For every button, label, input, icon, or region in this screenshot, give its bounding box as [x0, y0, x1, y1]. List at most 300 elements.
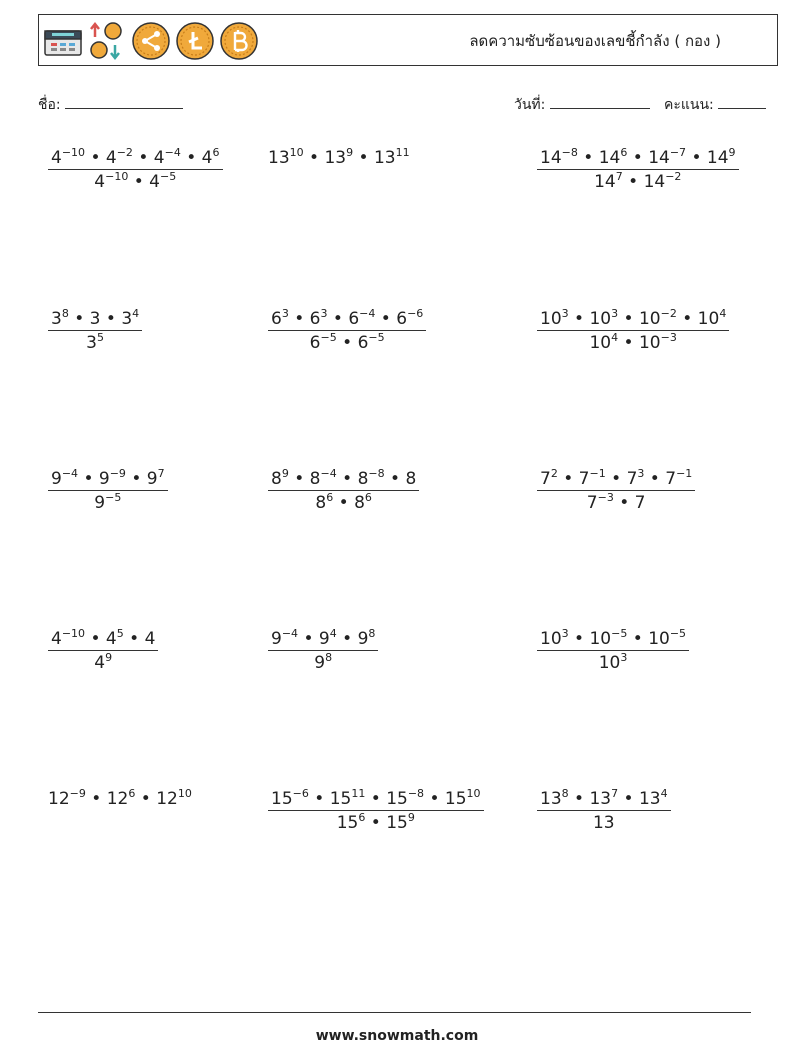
- header-icons: [43, 20, 259, 62]
- multiply-dot: •: [686, 148, 707, 168]
- term-exponent: 7: [615, 170, 623, 183]
- multiply-dot: •: [125, 469, 147, 489]
- fraction: [268, 789, 484, 833]
- multiply-dot: •: [85, 629, 106, 649]
- term-base: 14: [594, 172, 616, 192]
- denominator: [591, 170, 684, 192]
- multiply-dot: •: [568, 789, 590, 809]
- denominator: [91, 170, 179, 192]
- denominator: [596, 651, 631, 673]
- term-exponent: −8: [407, 787, 425, 800]
- term-exponent: 2: [550, 467, 558, 480]
- power-term: [589, 333, 618, 353]
- term-exponent: 8: [368, 627, 376, 640]
- term-base: 9: [318, 629, 330, 649]
- multiply-dot: •: [605, 469, 627, 489]
- power-term: [51, 148, 85, 168]
- numerator: [268, 309, 426, 331]
- term-base: 6: [357, 333, 369, 353]
- power-term: [540, 789, 569, 809]
- term-base: 9: [314, 653, 326, 673]
- numerator: [268, 469, 419, 491]
- multiply-dot: •: [676, 309, 698, 329]
- term-exponent: 9: [281, 467, 289, 480]
- power-term: [593, 813, 615, 833]
- term-exponent: −1: [589, 467, 606, 480]
- numerator: [48, 148, 223, 170]
- term-base: 8: [271, 469, 282, 489]
- multiply-dot: •: [128, 172, 150, 192]
- term-base: 3: [121, 309, 133, 329]
- term-base: 6: [309, 309, 321, 329]
- term-exponent: −7: [669, 146, 687, 159]
- term-exponent: −5: [160, 170, 177, 183]
- term-exponent: −9: [109, 467, 126, 480]
- term-base: 9: [146, 469, 158, 489]
- power-term: [154, 148, 181, 168]
- term-exponent: −3: [597, 491, 614, 504]
- term-exponent: 10: [289, 146, 304, 159]
- date-field: [514, 94, 650, 116]
- power-term: [310, 309, 328, 329]
- power-term: [147, 469, 165, 489]
- term-exponent: 3: [561, 307, 569, 320]
- problem-4: [48, 309, 142, 353]
- term-base: 10: [540, 309, 562, 329]
- power-term: [310, 333, 337, 353]
- term-base: 15: [386, 813, 408, 833]
- term-base: 14: [598, 148, 621, 168]
- denominator: [83, 331, 107, 353]
- product-expression: [48, 789, 192, 809]
- term-exponent: −10: [61, 146, 86, 159]
- power-term: [268, 148, 304, 168]
- term-exponent: −4: [359, 307, 376, 320]
- term-base: 12: [48, 789, 70, 809]
- power-term: [51, 309, 69, 329]
- multiply-dot: •: [577, 148, 599, 168]
- power-term: [315, 493, 333, 513]
- term-exponent: 6: [212, 146, 220, 159]
- power-term: [540, 469, 558, 489]
- term-exponent: −1: [676, 467, 693, 480]
- term-base: 15: [444, 789, 467, 809]
- problem-13: [48, 789, 192, 809]
- power-term: [271, 469, 289, 489]
- power-term: [94, 653, 112, 673]
- multiply-dot: •: [333, 493, 355, 513]
- power-term: [665, 469, 692, 489]
- multiply-dot: •: [100, 309, 122, 329]
- multiply-dot: •: [327, 309, 349, 329]
- term-base: 13: [373, 148, 396, 168]
- term-base: 13: [324, 148, 347, 168]
- litecoin-icon: [175, 21, 215, 61]
- term-base: 10: [648, 629, 670, 649]
- denominator: [334, 811, 418, 833]
- multiply-dot: •: [132, 148, 154, 168]
- term-exponent: 9: [728, 146, 736, 159]
- numerator: [537, 148, 739, 170]
- term-base: 4: [153, 148, 165, 168]
- term-base: 6: [309, 333, 321, 353]
- term-base: 10: [598, 653, 621, 673]
- term-exponent: 6: [326, 491, 334, 504]
- multiply-dot: •: [618, 309, 639, 329]
- term-exponent: −4: [320, 467, 337, 480]
- power-term: [99, 469, 126, 489]
- term-exponent: 3: [320, 307, 328, 320]
- multiply-dot: •: [424, 789, 445, 809]
- power-term: [106, 629, 124, 649]
- fraction: [537, 629, 689, 673]
- term-base: 10: [540, 629, 562, 649]
- numerator: [48, 469, 168, 491]
- term-base: 7: [665, 469, 677, 489]
- term-base: 13: [589, 789, 612, 809]
- term-exponent: 11: [351, 787, 366, 800]
- term-base: 14: [540, 148, 562, 168]
- power-term: [106, 148, 133, 168]
- multiply-dot: •: [303, 148, 325, 168]
- power-term: [639, 789, 668, 809]
- term-exponent: −2: [116, 146, 133, 159]
- multiply-dot: •: [288, 469, 310, 489]
- problem-7: [48, 469, 168, 513]
- multiply-dot: •: [85, 148, 106, 168]
- denominator: [590, 811, 618, 833]
- power-term: [396, 309, 423, 329]
- multiply-dot: •: [618, 789, 639, 809]
- term-base: 12: [106, 789, 129, 809]
- term-base: 9: [98, 469, 110, 489]
- power-term: [145, 629, 156, 649]
- term-base: 7: [578, 469, 590, 489]
- power-term: [635, 493, 646, 513]
- term-exponent: −5: [368, 331, 385, 344]
- product-expression: [268, 148, 410, 168]
- power-term: [386, 813, 415, 833]
- term-base: 4: [94, 172, 106, 192]
- multiply-dot: •: [627, 629, 649, 649]
- term-base: 8: [315, 493, 327, 513]
- power-term: [271, 309, 289, 329]
- problem-2: [268, 148, 410, 168]
- multiply-dot: •: [618, 333, 639, 353]
- term-base: 6: [271, 309, 282, 329]
- term-base: 8: [357, 469, 369, 489]
- problem-10: [48, 629, 158, 673]
- power-term: [627, 469, 645, 489]
- power-term: [589, 789, 618, 809]
- term-exponent: 5: [97, 331, 104, 344]
- term-exponent: 9: [105, 651, 113, 664]
- numerator: [48, 629, 158, 651]
- fraction: [268, 629, 378, 673]
- multiply-dot: •: [365, 813, 387, 833]
- currency-exchange-icon: [87, 21, 127, 61]
- multiply-dot: •: [298, 629, 319, 649]
- fraction: [537, 309, 729, 353]
- term-base: 4: [94, 653, 106, 673]
- fraction: [268, 469, 419, 513]
- worksheet-header: [38, 14, 778, 66]
- term-base: 14: [643, 172, 666, 192]
- power-term: [86, 333, 104, 353]
- term-exponent: 4: [329, 627, 337, 640]
- term-base: 13: [638, 789, 661, 809]
- multiply-dot: •: [557, 469, 579, 489]
- problem-8: [268, 469, 419, 513]
- numerator: [268, 789, 484, 811]
- term-exponent: 10: [177, 787, 192, 800]
- term-base: 9: [94, 493, 106, 513]
- term-exponent: 8: [61, 307, 69, 320]
- term-exponent: 3: [637, 467, 645, 480]
- term-base: 10: [589, 629, 612, 649]
- problem-15: [537, 789, 671, 833]
- power-term: [121, 309, 139, 329]
- term-base: 9: [271, 629, 282, 649]
- power-term: [314, 653, 332, 673]
- numerator: [537, 629, 689, 651]
- power-term: [337, 813, 366, 833]
- term-base: 13: [592, 813, 615, 833]
- term-base: 6: [396, 309, 408, 329]
- term-exponent: 3: [620, 651, 628, 664]
- term-base: 6: [348, 309, 360, 329]
- term-exponent: 7: [157, 467, 165, 480]
- term-base: 9: [51, 469, 62, 489]
- term-base: 4: [201, 148, 213, 168]
- multiply-dot: •: [85, 789, 107, 809]
- worksheet-title: ลดความซับซ้อนของเลขชี้กำลัง ( กอง ): [469, 32, 721, 50]
- power-term: [310, 469, 337, 489]
- power-term: [94, 172, 128, 192]
- term-exponent: −5: [669, 627, 687, 640]
- footer-url: www.snowmath.com: [315, 1028, 479, 1044]
- power-term: [698, 309, 727, 329]
- multiply-dot: •: [644, 469, 666, 489]
- term-base: 8: [354, 493, 365, 513]
- date-label: วันที่:: [514, 97, 546, 113]
- term-exponent: 10: [466, 787, 481, 800]
- term-exponent: −8: [368, 467, 385, 480]
- multiply-dot: •: [336, 629, 358, 649]
- term-base: 4: [144, 629, 156, 649]
- power-term: [324, 148, 353, 168]
- multiply-dot: •: [627, 148, 649, 168]
- term-exponent: 9: [407, 811, 415, 824]
- term-base: 4: [105, 148, 117, 168]
- power-term: [48, 789, 86, 809]
- power-term: [707, 148, 736, 168]
- power-term: [639, 309, 677, 329]
- term-exponent: 4: [611, 331, 619, 344]
- score-field: [664, 94, 766, 116]
- term-exponent: 4: [132, 307, 140, 320]
- power-term: [540, 309, 569, 329]
- term-base: 15: [271, 789, 293, 809]
- problem-3: [537, 148, 739, 192]
- name-line: [65, 94, 183, 109]
- power-term: [644, 172, 682, 192]
- name-label: ชื่อ:: [38, 97, 61, 113]
- fraction: [48, 469, 168, 513]
- multiply-dot: •: [308, 789, 330, 809]
- power-term: [358, 469, 385, 489]
- multiply-dot: •: [336, 333, 358, 353]
- score-label: คะแนน:: [664, 97, 714, 113]
- term-base: 10: [638, 333, 661, 353]
- problem-1: [48, 148, 223, 192]
- problem-11: [268, 629, 378, 673]
- term-base: 3: [51, 309, 62, 329]
- power-term: [445, 789, 481, 809]
- denominator: [311, 651, 335, 673]
- power-term: [358, 333, 385, 353]
- denominator: [91, 651, 115, 673]
- term-exponent: −2: [665, 170, 682, 183]
- denominator: [584, 491, 649, 513]
- numerator: [537, 309, 729, 331]
- power-term: [639, 333, 677, 353]
- term-exponent: 3: [281, 307, 289, 320]
- term-base: 13: [268, 148, 290, 168]
- term-exponent: 5: [116, 627, 124, 640]
- multiply-dot: •: [384, 469, 406, 489]
- share-coin-icon: [131, 21, 171, 61]
- problem-9: [537, 469, 695, 513]
- term-exponent: 8: [561, 787, 569, 800]
- term-base: 13: [540, 789, 562, 809]
- fraction: [537, 469, 695, 513]
- power-term: [107, 789, 136, 809]
- denominator: [586, 331, 679, 353]
- term-base: 10: [697, 309, 720, 329]
- term-base: 10: [589, 333, 612, 353]
- numerator: [268, 629, 378, 651]
- term-exponent: −9: [69, 787, 86, 800]
- multiply-dot: •: [365, 789, 387, 809]
- power-term: [589, 629, 627, 649]
- multiply-dot: •: [568, 629, 590, 649]
- term-base: 9: [357, 629, 369, 649]
- power-term: [648, 629, 686, 649]
- term-base: 14: [706, 148, 729, 168]
- power-term: [90, 309, 101, 329]
- power-term: [579, 469, 606, 489]
- term-base: 4: [51, 629, 62, 649]
- denominator: [307, 331, 388, 353]
- power-term: [540, 629, 569, 649]
- fraction: [48, 148, 223, 192]
- power-term: [599, 148, 628, 168]
- term-exponent: 9: [346, 146, 354, 159]
- power-term: [589, 309, 618, 329]
- power-term: [594, 172, 623, 192]
- power-term: [202, 148, 220, 168]
- term-exponent: −4: [61, 467, 79, 480]
- term-base: 7: [626, 469, 638, 489]
- term-exponent: 4: [719, 307, 727, 320]
- fraction: [48, 629, 158, 673]
- term-exponent: −4: [281, 627, 299, 640]
- power-term: [374, 148, 410, 168]
- term-base: 7: [540, 469, 551, 489]
- term-exponent: −10: [105, 170, 129, 183]
- term-base: 12: [156, 789, 178, 809]
- term-exponent: −5: [320, 331, 337, 344]
- fraction: [48, 309, 142, 353]
- multiply-dot: •: [180, 148, 202, 168]
- footer-divider: [38, 1012, 751, 1013]
- fraction: [268, 309, 426, 353]
- multiply-dot: •: [78, 469, 99, 489]
- term-base: 10: [589, 309, 612, 329]
- power-term: [51, 629, 85, 649]
- term-exponent: −6: [407, 307, 424, 320]
- bitcoin-icon: [219, 21, 259, 61]
- multiply-dot: •: [353, 148, 374, 168]
- denominator: [91, 491, 124, 513]
- term-exponent: 8: [325, 651, 333, 664]
- problem-6: [537, 309, 729, 353]
- term-exponent: 3: [561, 627, 569, 640]
- term-exponent: −2: [660, 307, 677, 320]
- multiply-dot: •: [613, 493, 635, 513]
- term-exponent: 6: [128, 787, 136, 800]
- power-term: [319, 629, 337, 649]
- power-term: [648, 148, 686, 168]
- multiply-dot: •: [135, 789, 157, 809]
- power-term: [386, 789, 424, 809]
- term-base: 14: [648, 148, 670, 168]
- term-exponent: −3: [660, 331, 677, 344]
- term-exponent: −8: [561, 146, 578, 159]
- power-term: [405, 469, 416, 489]
- power-term: [271, 789, 309, 809]
- term-base: 7: [634, 493, 646, 513]
- numerator: [537, 469, 695, 491]
- term-exponent: 4: [660, 787, 668, 800]
- power-term: [599, 653, 628, 673]
- calculator-icon: [43, 21, 83, 61]
- numerator: [537, 789, 671, 811]
- term-base: 7: [586, 493, 598, 513]
- term-base: 15: [386, 789, 408, 809]
- term-exponent: 6: [364, 491, 372, 504]
- power-term: [156, 789, 192, 809]
- term-exponent: −6: [292, 787, 309, 800]
- problem-12: [537, 629, 689, 673]
- power-term: [51, 469, 78, 489]
- term-exponent: 3: [611, 307, 619, 320]
- problem-5: [268, 309, 426, 353]
- power-term: [348, 309, 375, 329]
- multiply-dot: •: [288, 309, 310, 329]
- score-line: [718, 94, 766, 109]
- term-base: 3: [89, 309, 101, 329]
- fraction: [537, 148, 739, 192]
- power-term: [149, 172, 176, 192]
- denominator: [312, 491, 375, 513]
- term-exponent: 7: [611, 787, 619, 800]
- multiply-dot: •: [375, 309, 397, 329]
- power-term: [540, 148, 578, 168]
- multiply-dot: •: [68, 309, 90, 329]
- fraction: [537, 789, 671, 833]
